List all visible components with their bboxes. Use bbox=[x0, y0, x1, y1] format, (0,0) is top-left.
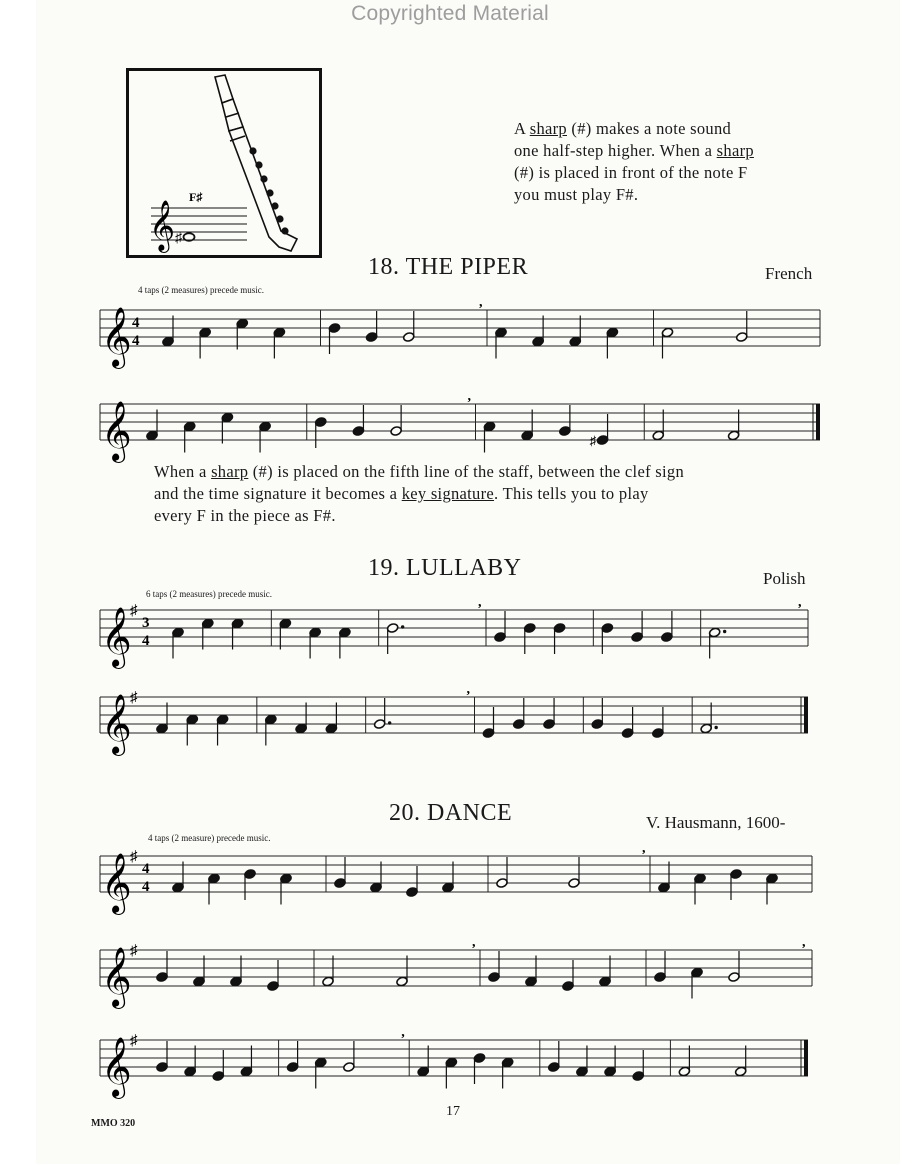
note-head bbox=[193, 976, 205, 987]
note-head bbox=[473, 1053, 485, 1064]
note-head bbox=[727, 430, 739, 441]
note-head bbox=[494, 632, 506, 643]
note-head bbox=[221, 412, 233, 423]
treble-clef-icon: 𝄞 bbox=[101, 309, 132, 366]
piece-title-piper: 18. THE PIPER bbox=[368, 254, 529, 280]
note-head bbox=[156, 972, 168, 983]
note-head bbox=[156, 1062, 168, 1073]
note-head bbox=[621, 728, 633, 739]
note-head bbox=[212, 1071, 224, 1082]
treble-clef-icon: 𝄞 bbox=[149, 201, 176, 250]
note-head bbox=[208, 873, 220, 884]
note-head bbox=[548, 1062, 560, 1073]
note-head bbox=[370, 882, 382, 893]
breath-mark-icon: , bbox=[798, 595, 802, 610]
taps-note-piper: 4 taps (2 measures) precede music. bbox=[138, 285, 264, 295]
note-head bbox=[700, 723, 712, 734]
note-head bbox=[525, 976, 537, 987]
note-head bbox=[396, 976, 408, 987]
note-head bbox=[325, 723, 337, 734]
sharp-icon: ♯ bbox=[589, 433, 597, 448]
note-head bbox=[652, 430, 664, 441]
note-head bbox=[322, 976, 334, 987]
note-head bbox=[604, 1066, 616, 1077]
note-head bbox=[339, 627, 351, 638]
note-head bbox=[495, 327, 507, 338]
note-head bbox=[156, 723, 168, 734]
breath-mark-icon: , bbox=[466, 682, 470, 697]
dot-icon bbox=[714, 726, 717, 729]
note-head bbox=[553, 623, 565, 634]
note-head bbox=[524, 623, 536, 634]
note-head bbox=[365, 332, 377, 343]
key-signature-sharp-icon: ♯ bbox=[130, 943, 138, 959]
note-head bbox=[343, 1062, 355, 1073]
note-head bbox=[691, 967, 703, 978]
note-head bbox=[259, 421, 271, 432]
note-head bbox=[654, 972, 666, 983]
note-head bbox=[315, 417, 327, 428]
note-head bbox=[328, 323, 340, 334]
breath-mark-icon: , bbox=[467, 389, 471, 404]
final-thick-bar bbox=[804, 697, 808, 733]
treble-clef-icon: 𝄞 bbox=[101, 403, 132, 460]
note-head bbox=[599, 976, 611, 987]
note-head bbox=[661, 632, 673, 643]
piece-title-lullaby: 19. LULLABY bbox=[368, 555, 522, 581]
note-head bbox=[694, 873, 706, 884]
taps-note-lullaby: 6 taps (2 measures) precede music. bbox=[146, 589, 272, 599]
note-head bbox=[576, 1066, 588, 1077]
note-head bbox=[632, 1071, 644, 1082]
piece-origin-dance: V. Hausmann, 1600- bbox=[646, 813, 786, 832]
note-head bbox=[658, 882, 670, 893]
note-head bbox=[543, 719, 555, 730]
note-head bbox=[482, 728, 494, 739]
note-head bbox=[184, 421, 196, 432]
intro-line: one half-step higher. When a sharp bbox=[514, 141, 754, 160]
treble-clef-icon: 𝄞 bbox=[101, 1039, 132, 1096]
intro-line: A sharp (#) makes a note sound bbox=[514, 119, 732, 138]
note-head bbox=[591, 719, 603, 730]
breath-mark-icon: , bbox=[802, 935, 806, 950]
note-head bbox=[568, 878, 580, 889]
piece-title-dance: 20. DANCE bbox=[389, 800, 513, 826]
treble-clef-icon: 𝄞 bbox=[101, 696, 132, 753]
note-label: F♯ bbox=[189, 190, 203, 204]
key-signature-sharp-icon: ♯ bbox=[130, 603, 138, 619]
note-head bbox=[231, 618, 243, 629]
note-head bbox=[661, 327, 673, 338]
note-head bbox=[267, 981, 279, 992]
treble-clef-icon: 𝄞 bbox=[101, 949, 132, 1006]
note-head bbox=[286, 1062, 298, 1073]
note-head bbox=[265, 714, 277, 725]
note-head bbox=[601, 623, 613, 634]
taps-note-dance: 4 taps (2 measure) precede music. bbox=[148, 833, 271, 843]
note-head bbox=[295, 723, 307, 734]
dot-icon bbox=[401, 625, 404, 628]
note-head bbox=[735, 1066, 747, 1077]
catalog-number: MMO 320 bbox=[91, 1118, 136, 1129]
note-head bbox=[596, 435, 608, 446]
time-signature-top: 4 bbox=[142, 861, 150, 877]
note-head bbox=[240, 1066, 252, 1077]
note-head bbox=[172, 627, 184, 638]
ks-line: When a sharp (#) is placed on the fifth line of the staff, between the clef sign bbox=[154, 462, 684, 481]
note-head bbox=[352, 426, 364, 437]
note-head bbox=[273, 327, 285, 338]
note-head bbox=[501, 1057, 513, 1068]
note-head bbox=[390, 426, 402, 437]
time-signature-top: 3 bbox=[142, 615, 150, 631]
note-head bbox=[730, 869, 742, 880]
note-head bbox=[569, 336, 581, 347]
piece-origin-lullaby: Polish bbox=[763, 569, 806, 588]
note-head bbox=[562, 981, 574, 992]
note-head bbox=[766, 873, 778, 884]
treble-clef-icon: 𝄞 bbox=[101, 609, 132, 666]
note-head bbox=[279, 618, 291, 629]
intro-line: (#) is placed in front of the note F bbox=[514, 163, 748, 182]
time-signature-bottom: 4 bbox=[142, 633, 150, 649]
note-head bbox=[146, 430, 158, 441]
note-head bbox=[513, 719, 525, 730]
note-head bbox=[334, 878, 346, 889]
note-head bbox=[678, 1066, 690, 1077]
note-head bbox=[373, 719, 385, 730]
note-head bbox=[559, 426, 571, 437]
key-signature-sharp-icon: ♯ bbox=[130, 1033, 138, 1049]
breath-mark-icon: , bbox=[642, 841, 646, 856]
ks-line: and the time signature it becomes a key signature. This tells you to play bbox=[154, 484, 649, 503]
note-head bbox=[652, 728, 664, 739]
note-head bbox=[172, 882, 184, 893]
note-head bbox=[445, 1057, 457, 1068]
key-signature-sharp-icon: ♯ bbox=[130, 690, 138, 706]
breath-mark-icon: , bbox=[478, 595, 482, 610]
note-head bbox=[442, 882, 454, 893]
sharp-icon: ♯ bbox=[175, 231, 182, 246]
breath-mark-icon: , bbox=[479, 295, 483, 310]
note-head bbox=[309, 627, 321, 638]
note-head bbox=[496, 878, 508, 889]
note-head bbox=[403, 332, 415, 343]
note-head bbox=[606, 327, 618, 338]
note-head bbox=[521, 430, 533, 441]
dot-icon bbox=[388, 721, 391, 724]
note-head bbox=[244, 869, 256, 880]
final-thick-bar bbox=[816, 404, 820, 440]
page-number: 17 bbox=[446, 1104, 460, 1119]
note-head bbox=[736, 332, 748, 343]
note-head bbox=[728, 972, 740, 983]
note-head bbox=[386, 623, 398, 634]
note-head bbox=[280, 873, 292, 884]
treble-clef-icon: 𝄞 bbox=[101, 855, 132, 912]
note-head bbox=[417, 1066, 429, 1077]
note-head bbox=[315, 1057, 327, 1068]
final-thick-bar bbox=[804, 1040, 808, 1076]
time-signature-top: 4 bbox=[132, 315, 140, 331]
note-head bbox=[184, 1066, 196, 1077]
note-head bbox=[230, 976, 242, 987]
note-head bbox=[708, 627, 720, 638]
note-head bbox=[199, 327, 211, 338]
note-head bbox=[216, 714, 228, 725]
note-head bbox=[202, 618, 214, 629]
note-head bbox=[236, 318, 248, 329]
note-head bbox=[406, 887, 418, 898]
note-head bbox=[532, 336, 544, 347]
breath-mark-icon: , bbox=[472, 935, 476, 950]
ks-line: every F in the piece as F#. bbox=[154, 506, 336, 525]
copyright-watermark: Copyrighted Material bbox=[351, 2, 549, 25]
note-head bbox=[186, 714, 198, 725]
intro-line: you must play F#. bbox=[514, 185, 639, 204]
dot-icon bbox=[723, 630, 726, 633]
note-head bbox=[631, 632, 643, 643]
note-head bbox=[488, 972, 500, 983]
note-head bbox=[483, 421, 495, 432]
note-head bbox=[162, 336, 174, 347]
time-signature-bottom: 4 bbox=[132, 333, 140, 349]
key-signature-sharp-icon: ♯ bbox=[130, 849, 138, 865]
breath-mark-icon: , bbox=[401, 1025, 405, 1040]
piece-origin-piper: French bbox=[765, 264, 813, 283]
time-signature-bottom: 4 bbox=[142, 879, 150, 895]
